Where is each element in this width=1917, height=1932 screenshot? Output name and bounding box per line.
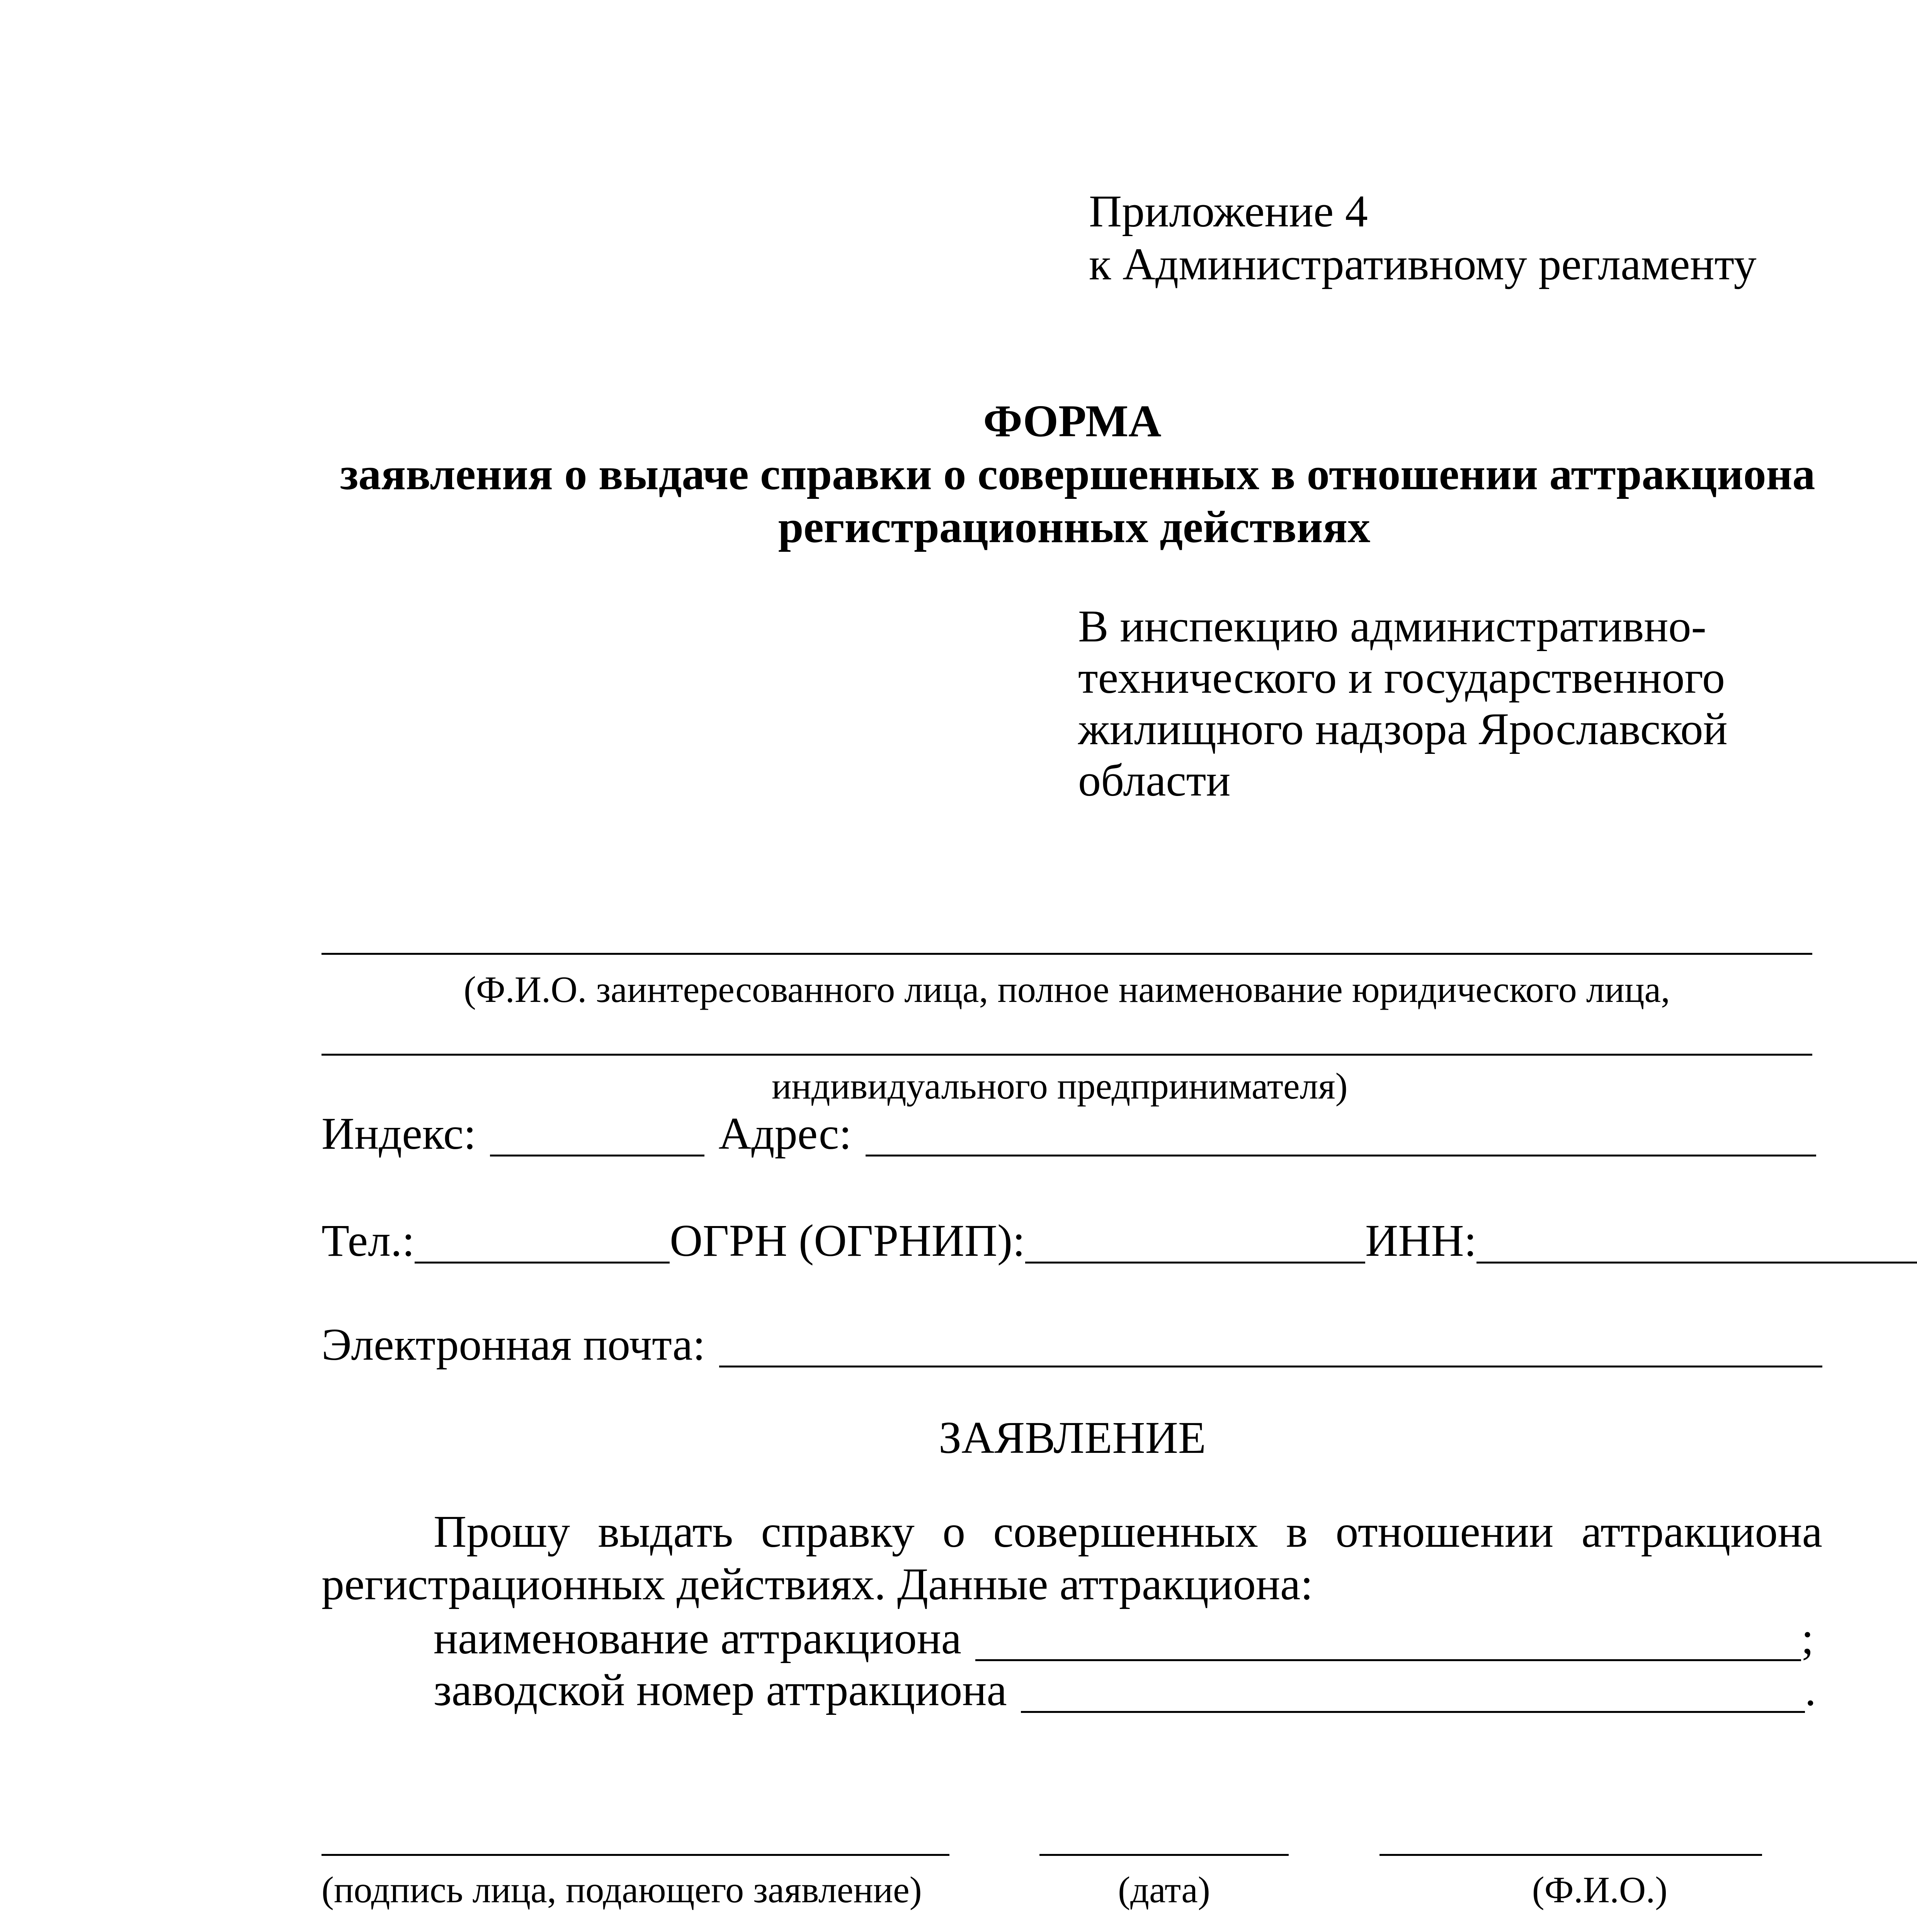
phone-ogrn-inn-row [321,1216,1816,1264]
serial-number-label: заводской номер аттракциона [434,1665,1007,1715]
date-field[interactable] [1039,1815,1289,1856]
ogrn-field[interactable] [1025,1216,1365,1264]
inn-field[interactable] [1476,1216,1917,1264]
form-subtitle-line1: заявления о выдаче справки о совершенных в отношении аттракциона [340,449,1815,499]
addressee-line4: области [1078,755,1231,806]
date-caption: (дата) [1118,1869,1210,1910]
attraction-name-row [434,1614,1814,1661]
phone-field[interactable] [415,1216,670,1264]
applicant-caption-1: (Ф.И.О. заинтересованного лица, полное наименование юридического лица, [463,969,1670,1010]
addressee-line2: технического и государственного [1078,652,1725,703]
addressee-line3: жилищного надзора Ярославской [1078,704,1728,754]
applicant-name-field-2[interactable] [321,1015,1812,1056]
statement-heading: ЗАЯВЛЕНИЕ [939,1412,1206,1463]
form-subtitle-line2: регистрационных действиях [778,502,1371,552]
fio-field[interactable] [1379,1815,1762,1856]
signature-field[interactable] [321,1815,949,1856]
statement-paragraph-line1: Прошу выдать справку о совершенных в отношении аттракциона [434,1506,1822,1557]
address-label: Адрес: [718,1108,852,1159]
applicant-caption-2: индивидуального предпринимателя) [772,1065,1348,1107]
index-field[interactable] [490,1109,704,1156]
statement-paragraph-line2: регистрационных действиях. Данные аттракциона: [321,1559,1313,1609]
serial-number-field[interactable] [1021,1665,1805,1713]
signature-caption: (подпись лица, подающего заявление) [321,1869,922,1910]
email-row [321,1319,1822,1370]
fio-caption: (Ф.И.О.) [1532,1869,1668,1910]
ogrn-label: ОГРН (ОГРНИП): [670,1215,1025,1266]
appendix-label: Приложение 4 [1089,186,1368,236]
email-label: Электронная почта: [321,1319,706,1370]
phone-label: Тел.: [321,1215,415,1266]
regulation-reference: к Административному регламенту [1089,239,1757,289]
attraction-name-label: наименование аттракциона [434,1613,961,1663]
index-label: Индекс: [321,1108,476,1159]
form-title: ФОРМА [983,396,1162,446]
inn-label: ИНН: [1365,1215,1477,1266]
email-field[interactable] [719,1320,1822,1367]
attraction-name-end: ; [1801,1613,1814,1663]
serial-number-row [434,1665,1816,1713]
index-address-row [321,1108,1816,1159]
applicant-name-field-1[interactable] [321,914,1812,955]
address-field[interactable] [866,1109,1816,1156]
serial-number-end: . [1805,1665,1816,1715]
attraction-name-field[interactable] [975,1614,1801,1661]
addressee-line1: В инспекцию административно- [1078,601,1706,651]
